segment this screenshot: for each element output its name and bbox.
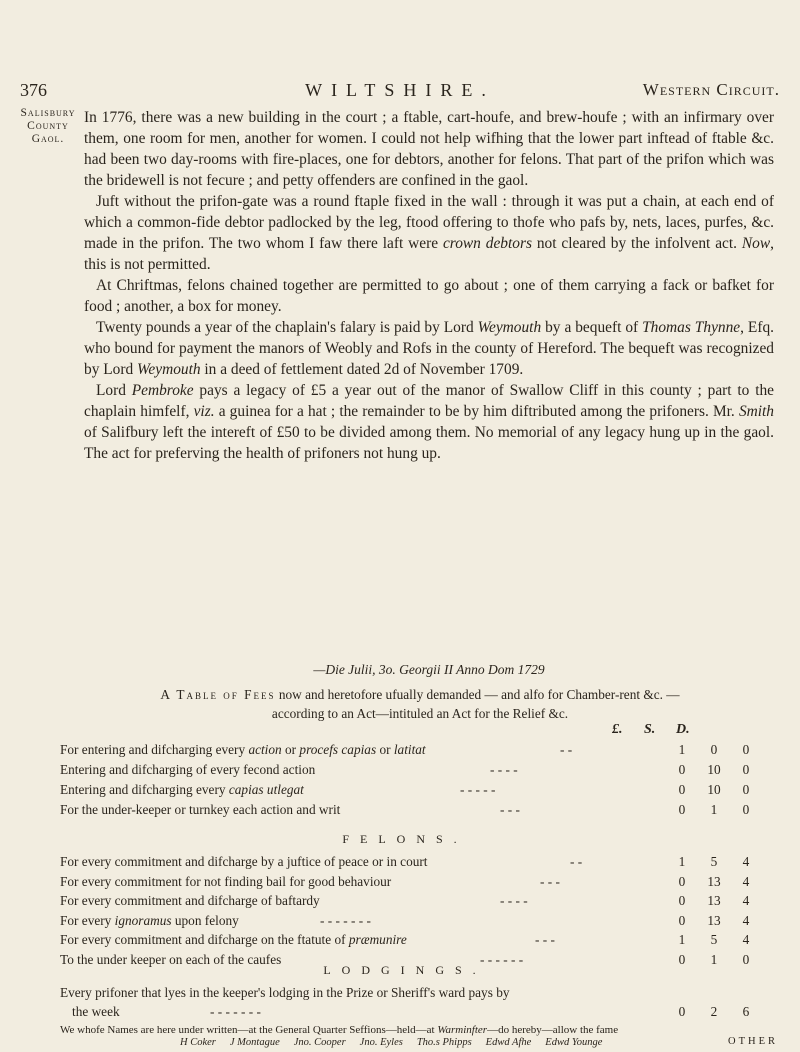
fee-description <box>60 742 426 758</box>
signature: Edwd Younge <box>545 1037 603 1048</box>
leader-dashes: - - - <box>540 873 560 889</box>
fee-shillings: 10 <box>707 782 721 797</box>
text-run: upon felony <box>171 912 239 928</box>
page-number: 376 <box>20 80 47 100</box>
table-title-line: according to an Act—intituled an Act for the Relief &c. <box>271 706 569 721</box>
fee-pence: 4 <box>742 873 750 889</box>
fee-shillings: 5 <box>710 932 718 947</box>
column-header-pence: D. <box>676 722 690 737</box>
fee-shillings: 10 <box>707 762 721 777</box>
fee-pounds: 1 <box>678 854 686 869</box>
text-run: hereby—allow the fame <box>511 1024 619 1036</box>
fee-row <box>60 874 750 893</box>
lodgings-heading: LODGINGS. <box>323 963 487 977</box>
act-date: —Die Julii, 3o. Georgii II Anno Dom 1729 <box>313 662 545 677</box>
fee-description: the week <box>72 1004 120 1019</box>
margin-note-line: Gaol. <box>31 133 65 145</box>
fee-pence: 4 <box>742 932 750 947</box>
fee-pounds: 1 <box>678 932 686 947</box>
fee-pounds: 0 <box>678 782 686 797</box>
fee-description <box>60 762 315 778</box>
signature: J Montague <box>229 1037 280 1048</box>
fee-row <box>60 854 750 873</box>
fee-shillings: 1 <box>710 951 718 967</box>
paragraph <box>84 275 774 317</box>
fee-row <box>60 932 750 951</box>
text-run: —do <box>487 1024 510 1036</box>
running-circuit: Western Circuit. <box>642 80 780 99</box>
fee-pence: 6 <box>742 1004 750 1019</box>
fee-pence: 0 <box>742 762 750 777</box>
italic-run: action <box>248 742 282 757</box>
fee-row <box>60 913 750 932</box>
fee-shillings: 13 <box>707 893 721 908</box>
fee-pence: 4 <box>742 912 750 928</box>
fee-pounds: 0 <box>678 873 686 889</box>
leader-dashes: - - - - - - <box>480 951 524 967</box>
italic-run: præmunire <box>348 932 407 947</box>
fee-description <box>60 913 239 929</box>
catchword: OTHER <box>728 1036 778 1047</box>
text-run: For every <box>60 912 115 928</box>
fee-description <box>60 782 304 798</box>
text-run: At Chriftmas, felons chained together are permitted to go about ; one of them carrying a fack or bafket for food ; another, a box for money. <box>84 277 774 315</box>
fee-description <box>60 802 340 818</box>
column-header-shillings: S. <box>644 722 656 737</box>
main-text <box>84 107 774 464</box>
text-run: not cleared by the infolvent act. <box>531 235 742 252</box>
text-run: pays a legacy of £5 a year out of the manor of Swallow Cliff in this county ; part to the chaplain himfelf, <box>84 382 775 420</box>
leader-dashes: - - - - - - - <box>320 912 371 928</box>
paragraph <box>84 191 774 275</box>
italic-run: capias utlegat <box>228 782 304 797</box>
fee-pounds: 0 <box>678 893 686 908</box>
italic-run: Smith <box>738 403 774 420</box>
text-run: For every commitment and difcharge of baftardy <box>60 893 320 908</box>
fee-description: Every prifoner that lyes in the keeper's lodging in the Prize or Sheriff's ward pays by <box>60 985 510 1000</box>
italic-run: Weymouth <box>477 319 542 336</box>
fee-pounds: 0 <box>678 912 686 928</box>
table-title-lead: A Table of Fees <box>160 687 276 702</box>
italic-run: Weymouth <box>137 361 201 378</box>
margin-note-line: Salisbury <box>20 107 76 119</box>
fee-row <box>60 762 750 781</box>
leader-dashes: - - <box>570 854 583 869</box>
felons-heading: FELONS. <box>342 832 468 846</box>
column-header-pounds: £. <box>612 722 623 737</box>
fee-shillings: 0 <box>710 742 718 757</box>
signature: Jno. Cooper <box>293 1037 346 1048</box>
text-run: For every commitment and difcharge by a juftice of peace or in court <box>60 854 428 869</box>
fee-pence: 0 <box>742 802 750 817</box>
fee-row <box>60 742 750 761</box>
fee-shillings: 13 <box>707 912 721 928</box>
lodgings-row <box>60 1004 750 1024</box>
fee-description <box>60 932 407 948</box>
leader-dashes: - - - <box>500 802 520 817</box>
fee-shillings: 2 <box>710 1004 718 1019</box>
italic-run: ignoramus <box>114 912 172 928</box>
italic-run: latitat <box>393 742 426 757</box>
leader-dashes: - - - <box>535 932 555 947</box>
fee-pounds: 0 <box>678 762 686 777</box>
text-run: Entering and difcharging every <box>60 782 229 797</box>
fee-pence: 0 <box>742 782 750 797</box>
fee-row <box>60 802 750 821</box>
fee-description <box>60 854 428 870</box>
fee-pounds: 0 <box>678 1004 686 1019</box>
leader-dashes: - - - - - <box>460 782 496 797</box>
text-run: , this is not permitted. <box>84 235 774 273</box>
margin-note-line: County <box>27 120 69 132</box>
signature: Tho.s Phipps <box>416 1037 472 1048</box>
text-run: To the under keeper on each of the caufes <box>60 951 282 967</box>
text-run: by a bequeft of <box>541 319 643 336</box>
fee-description <box>60 893 320 909</box>
fee-description <box>60 874 391 890</box>
text-run: or <box>281 742 300 757</box>
italic-run: Warminfter <box>437 1024 488 1036</box>
running-title: WILTSHIRE. <box>305 80 495 100</box>
fee-pence: 0 <box>742 951 750 967</box>
closing-line <box>60 1024 618 1036</box>
text-run: Juft without the prifon-gate was a round ftaple fixed in the wall : through it was put a chain, at each end of which a common-fide debtor padlocked by the leg, ftood offering to thofe who pafs by, nets, laces, purfes, &c. made in the prifon. The two whom I faw there laft were <box>84 193 774 252</box>
leader-dashes: - - - - <box>500 893 528 908</box>
fee-pence: 0 <box>742 742 750 757</box>
fee-pounds: 1 <box>678 742 686 757</box>
text-run: For the under-keeper or turnkey each action and writ <box>60 802 341 817</box>
leader-dashes: - - - - <box>490 762 518 777</box>
text-run: a guinea for a hat ; the remainder to be by him diftributed among the prifoners. Mr. <box>214 403 739 420</box>
paragraph <box>84 107 774 191</box>
text-run: Twenty pounds a year of the chaplain's falary is paid by Lord <box>96 319 478 336</box>
table-title-line <box>60 685 780 704</box>
fee-pence: 4 <box>742 854 750 869</box>
signatures <box>180 1037 700 1048</box>
text-run: We whofe Names are here under written—at the General Quarter Seffions—held—at <box>60 1024 438 1036</box>
italic-run: Pembroke <box>131 382 194 399</box>
paragraph <box>84 317 774 380</box>
text-run: For every commitment and difcharge on the ftatute of <box>60 932 349 947</box>
leader-dashes: - - - - - - - <box>210 1004 261 1019</box>
text-run: In 1776, there was a new building in the court ; a ftable, cart-houfe, and brew-houfe ; with an infirmary over them, one room for men, another for women. I could not help wifhing that the lower part inftead of ftable &c. had been two day-rooms with fire-places, one for debtors, another for felons. That part of the prifon which was the bridewell is not fecure ; and petty offenders are confined in the gaol. <box>84 109 774 189</box>
italic-run: crown debtors <box>442 235 532 252</box>
italic-run: Now <box>741 235 771 252</box>
text-run: For every commitment for not finding bail for good behaviour <box>60 873 392 889</box>
paragraph <box>84 380 774 464</box>
fee-pence: 4 <box>742 893 750 908</box>
signature: H Coker <box>180 1037 216 1048</box>
text-run: Entering and difcharging of every fecond action <box>60 762 316 777</box>
text-run: of Salifbury left the intereft of £50 to be divided among them. No memorial of any legacy hung up in the gaol. The act for preferving the health of prifoners not hung up. <box>84 424 774 462</box>
signature: Jno. Eyles <box>359 1037 403 1048</box>
table-title <box>60 685 780 723</box>
text-run: in a deed of fettlement dated 2d of November 1709. <box>200 361 524 378</box>
fee-shillings: 1 <box>710 802 718 817</box>
italic-run: viz. <box>193 403 215 420</box>
fee-shillings: 5 <box>710 854 718 869</box>
fee-pounds: 0 <box>678 951 686 967</box>
text-run: , Efq. who bound for payment the manors of Weobly and Rofs in the county of Hereford. The bequeft was recognized by Lord <box>84 319 774 378</box>
signature: Edwd Afhe <box>485 1037 532 1048</box>
italic-run: Thomas Thynne <box>642 319 741 336</box>
leader-dashes: - - <box>560 742 573 757</box>
text-run: Lord <box>96 382 132 399</box>
italic-run: procefs capias <box>299 742 377 757</box>
margin-note <box>12 107 84 146</box>
fee-row <box>60 893 750 912</box>
text-run: For entering and difcharging every <box>60 742 249 757</box>
table-title-rest: now and heretofore ufually demanded — and alfo for Chamber-rent &c. — <box>275 687 680 702</box>
fee-row <box>60 782 750 801</box>
text-run: or <box>376 742 394 757</box>
fee-shillings: 13 <box>707 873 721 889</box>
fee-pounds: 0 <box>678 802 686 817</box>
lodgings-row-line1 <box>60 985 750 1005</box>
